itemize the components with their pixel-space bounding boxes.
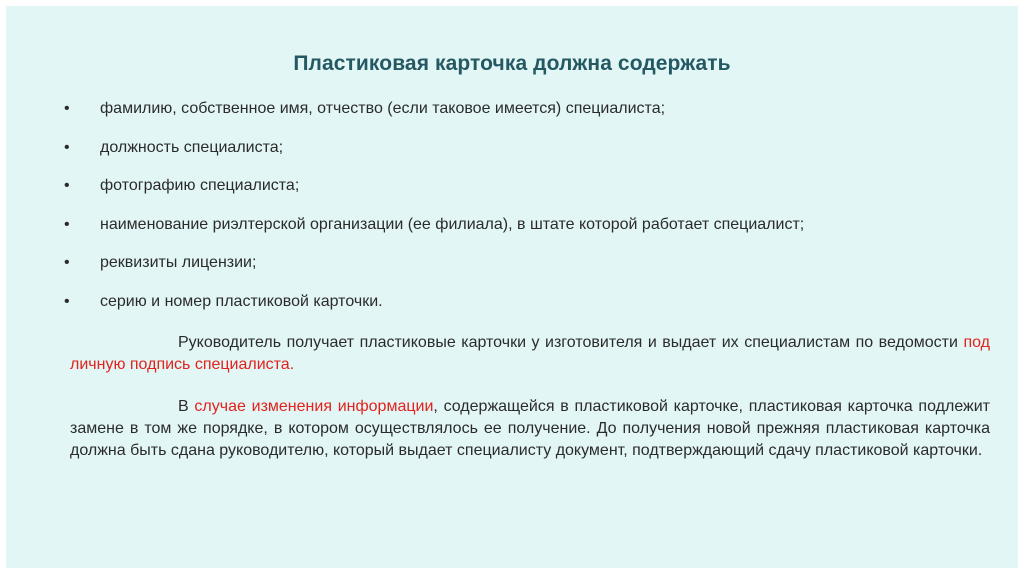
paragraph-replacement-highlight: случае изменения информации — [194, 398, 434, 415]
paragraph-replacement-prefix: В — [178, 398, 195, 415]
list-item-text: фамилию, собственное имя, отчество (если таковое имеется) специалиста; — [100, 100, 666, 117]
list-item-text: реквизиты лицензии; — [100, 254, 257, 271]
list-item — [64, 176, 994, 215]
list-item — [64, 138, 994, 177]
requirements-list — [64, 99, 994, 330]
paragraph-issuance-text: Руководитель получает пластиковые карточки у изготовителя и выдает их специалистам по ведомости — [178, 334, 964, 351]
list-item — [64, 253, 994, 292]
list-item — [64, 99, 994, 138]
list-item — [64, 215, 994, 254]
bullet-icon: • — [64, 100, 70, 117]
list-item-text: должность специалиста; — [100, 138, 284, 156]
list-item-text: серию и номер пластиковой карточки. — [100, 292, 383, 310]
list-item-text: фотографию специалиста; — [100, 177, 300, 194]
bullet-icon: • — [64, 215, 70, 233]
paragraph-replacement — [70, 396, 990, 462]
paragraph-issuance-highlight: под личную подпись специалиста. — [70, 334, 990, 373]
slide-title: Пластиковая карточка должна содержать — [293, 52, 731, 75]
bullet-icon: • — [64, 292, 70, 310]
list-item — [64, 292, 994, 331]
bullet-icon: • — [64, 138, 70, 156]
slide — [6, 6, 1018, 568]
bullet-icon: • — [64, 177, 70, 194]
list-item-text: наименование риэлтерской организации (ее филиала), в штате которой работает специалист; — [100, 215, 805, 233]
bullet-icon: • — [64, 254, 70, 271]
paragraph-issuance — [70, 332, 990, 376]
paragraph-replacement-text: , содержащейся в пластиковой карточке, пластиковая карточка подлежит замене в том же порядке, в котором осуществлялось ее получение. До получения новой прежняя пластиковая карточка должна быть сдана руководителю, который выдает специалисту документ, подтверждающий сдачу пластиковой карточки. — [70, 398, 990, 459]
